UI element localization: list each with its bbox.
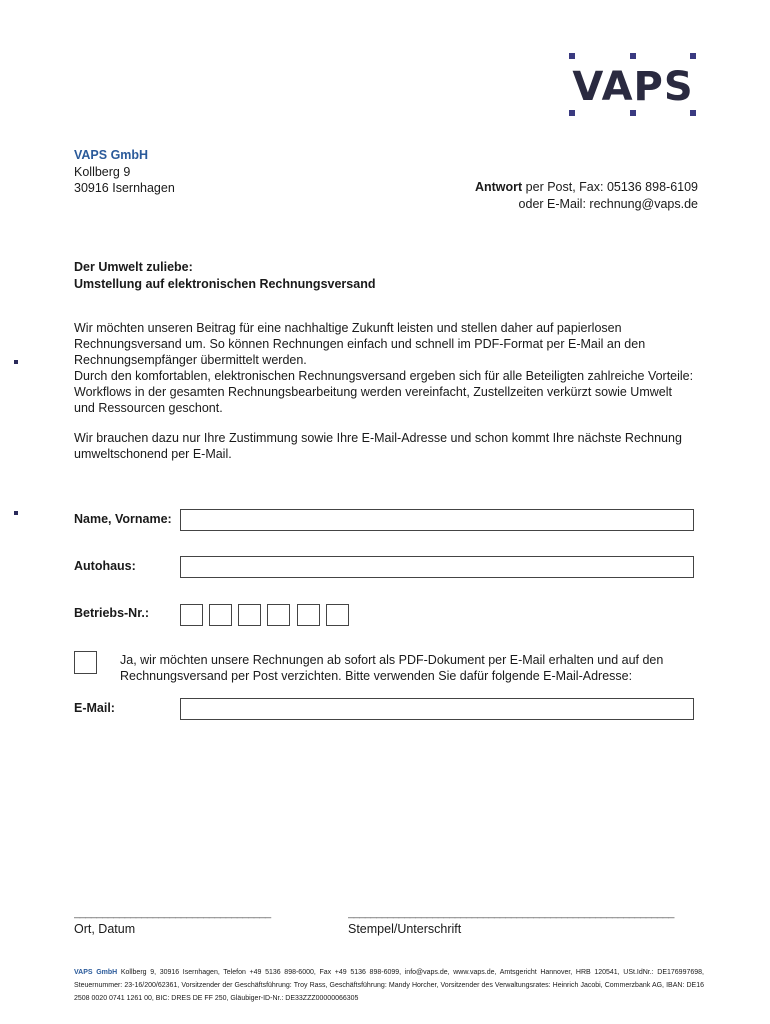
sender-address [74, 147, 175, 197]
punch-mark [14, 511, 18, 515]
sender-street: Kollberg 9 [74, 164, 131, 179]
body-text-1: Wir möchten unseren Beitrag für eine nachhaltige Zukunft leisten und stellen daher auf papierlosen Rechnungsversand um. So können Rechnungen einfach und schnell im PDF-Format per E-Mail an den Rechnungsempfänger übermittelt werden. [74, 321, 646, 367]
betriebs-digit-3[interactable] [238, 604, 261, 626]
vaps-logo [566, 50, 700, 120]
stamp-signature-line: __________________________________________________________ [348, 907, 674, 919]
body-paragraph-1 [74, 320, 694, 416]
betriebs-label: Betriebs-Nr.: [74, 606, 150, 620]
footer-company: VAPS GmbH [74, 969, 118, 976]
name-label: Name, Vorname: [74, 512, 172, 526]
subject-line-1: Der Umwelt zuliebe: [74, 260, 193, 274]
email-field[interactable] [180, 698, 694, 720]
autohaus-field[interactable] [180, 556, 694, 578]
betriebs-digit-4[interactable] [267, 604, 290, 626]
reply-info [475, 179, 698, 212]
betriebs-digit-2[interactable] [209, 604, 232, 626]
stamp-signature-label: Stempel/Unterschrift [348, 922, 462, 936]
consent-checkbox[interactable] [74, 651, 97, 674]
place-date-line: ___________________________________ [74, 907, 271, 919]
email-label: E-Mail: [74, 701, 115, 715]
subject-line-2: Umstellung auf elektronischen Rechnungsversand [74, 276, 376, 291]
betriebs-digit-5[interactable] [297, 604, 320, 626]
sender-city: 30916 Isernhagen [74, 181, 175, 195]
reply-email: oder E-Mail: rechnung@vaps.de [518, 196, 698, 211]
footer-text: Kollberg 9, 30916 Isernhagen, Telefon +49 5136 898-6000, Fax +49 5136 898-6099, info@vaps.de, www.vaps.de, Amtsgericht Hannover, HRB 120541, USt.IdNr.: DE176997698, Steuernummer: 23-16/200/62361, Vorsitzender der Geschäftsführung: Troy Rass, Geschäftsführung: Mandy Horcher, Vorsitzender des Verwaltungsrates: Heinrich Jacobi, Commerzbank AG, IBAN: DE16 2508 0020 0741 1261 00, BIC: DRES DE FF 250, Gläubiger-ID-Nr.: DE33ZZZ00000066305 [74, 969, 704, 1002]
betriebs-digit-6[interactable] [326, 604, 349, 626]
logo-text: VAPS [572, 64, 694, 110]
footer [74, 966, 704, 1005]
sender-company: VAPS GmbH [74, 148, 149, 162]
reply-fax: per Post, Fax: 05136 898-6109 [522, 180, 698, 194]
place-date-label: Ort, Datum [74, 922, 136, 936]
body-paragraph-2: Wir brauchen dazu nur Ihre Zustimmung sowie Ihre E-Mail-Adresse und schon kommt Ihre nächste Rechnung umweltschonend per E-Mail. [74, 431, 682, 461]
betriebs-digit-1[interactable] [180, 604, 203, 626]
name-field[interactable] [180, 509, 694, 531]
subject [74, 259, 375, 292]
fold-mark [14, 360, 18, 364]
body-text-1b: Durch den komfortablen, elektronischen Rechnungsversand ergeben sich für alle Beteiligten zahlreiche Vorteile: Workflows in der gesamten Rechnungsbearbeitung werden vereinfacht, Zustellzeiten verkürzt sowie Umwelt und Ressourcen geschont. [74, 369, 694, 415]
reply-bold: Antwort [474, 180, 523, 194]
consent-text: Ja, wir möchten unsere Rechnungen ab sofort als PDF-Dokument per E-Mail erhalten und auf den Rechnungsversand per Post verzichten. Bitte verwenden Sie dafür folgende E-Mail-Adresse: [120, 653, 664, 683]
autohaus-label: Autohaus: [74, 559, 136, 573]
